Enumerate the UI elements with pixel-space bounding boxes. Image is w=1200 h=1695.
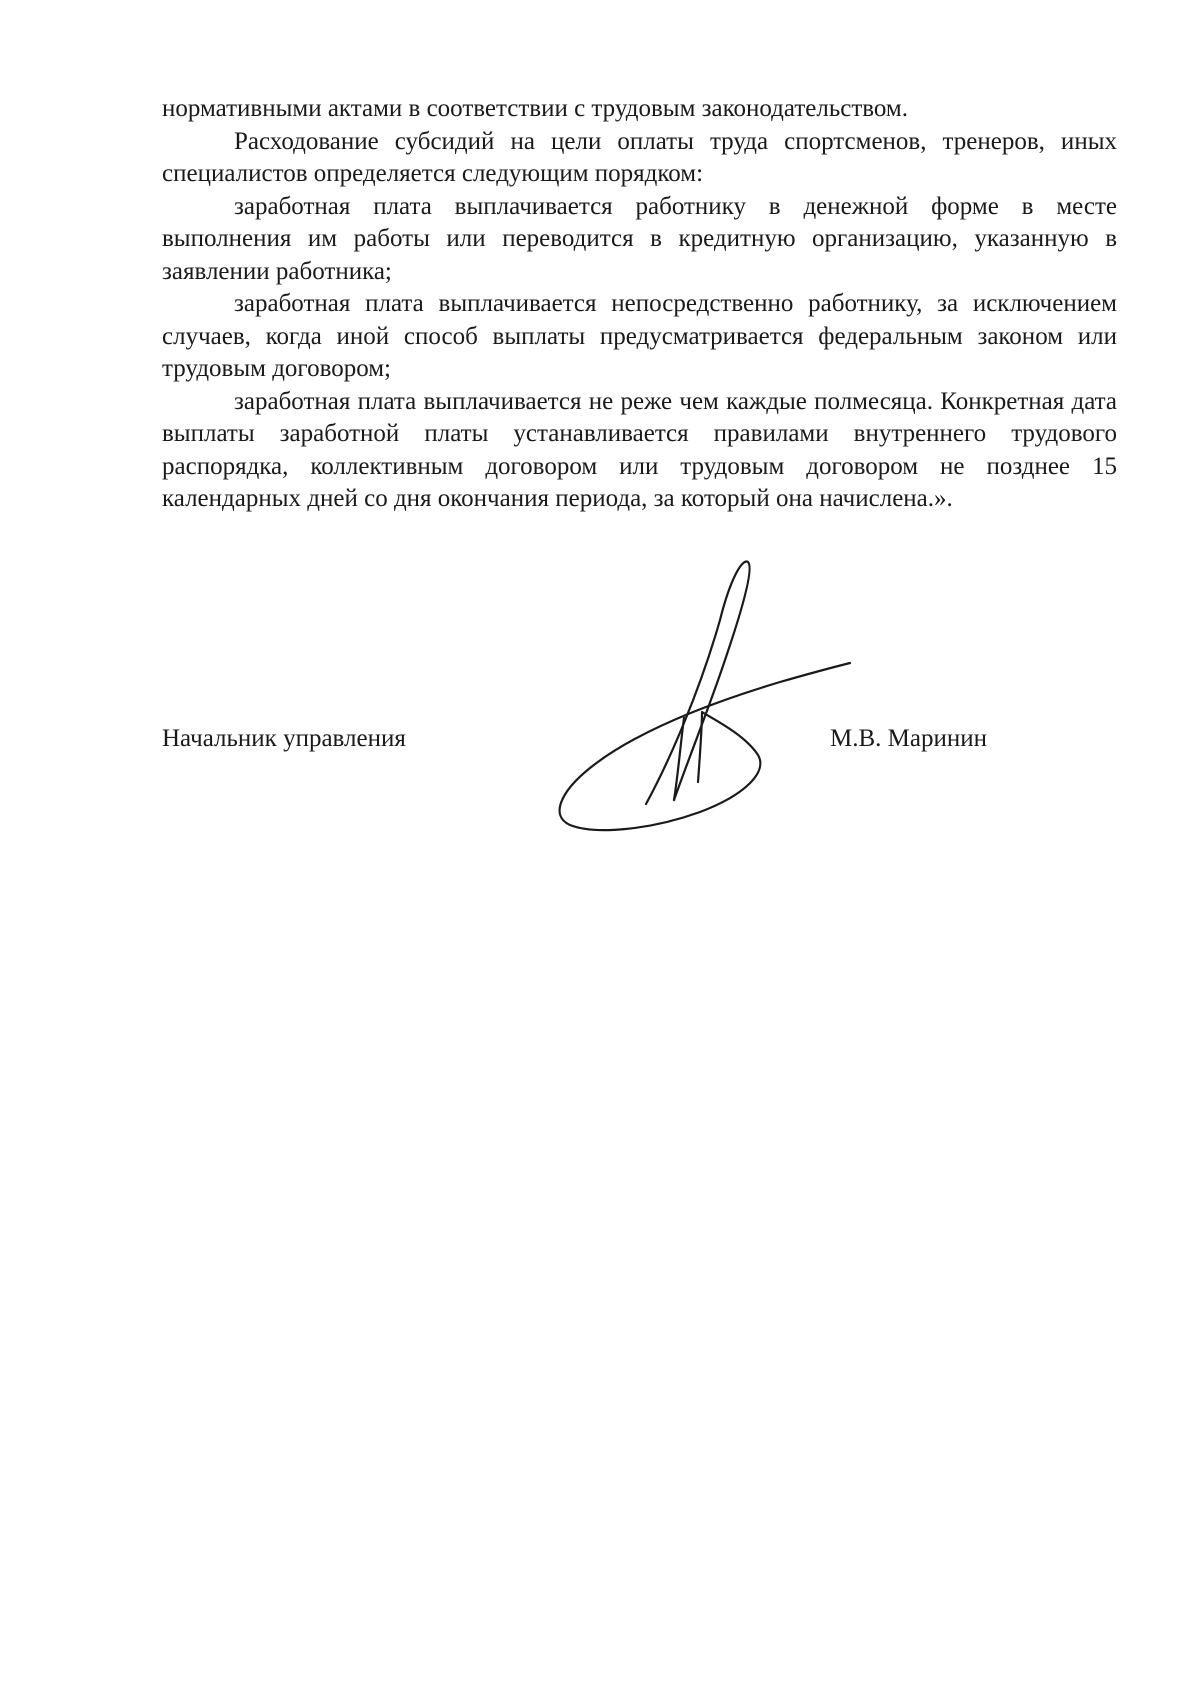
handwritten-signature [550, 550, 860, 840]
paragraph-5: заработная плата выплачивается не реже чем каждые полмесяца. Конкретная дата выплаты заработной платы устанавливается правилами внутреннего трудового распорядка, коллективным договором или трудовым договором не позднее 15 календарных дней со дня окончания периода, за который она начислена.». [162, 387, 1117, 512]
document-body [162, 93, 1117, 516]
paragraph-3: заработная плата выплачивается работнику в денежной форме в месте выполнения им работы или переводится в кредитную организацию, указанную в заявлении работника; [162, 192, 1117, 285]
signatory-position: Начальник управления [162, 725, 406, 752]
signatory-name: М.В. Маринин [830, 725, 987, 752]
paragraph-2: Расходование субсидий на цели оплаты труда спортсменов, тренеров, иных специалистов определяется следующим порядком: [162, 127, 1117, 187]
paragraph-4: заработная плата выплачивается непосредственно работнику, за исключением случаев, когда иной способ выплаты предусматривается федеральным законом или трудовым договором; [162, 290, 1117, 382]
paragraph-1: нормативными актами в соответствии с трудовым законодательством. [162, 95, 908, 122]
